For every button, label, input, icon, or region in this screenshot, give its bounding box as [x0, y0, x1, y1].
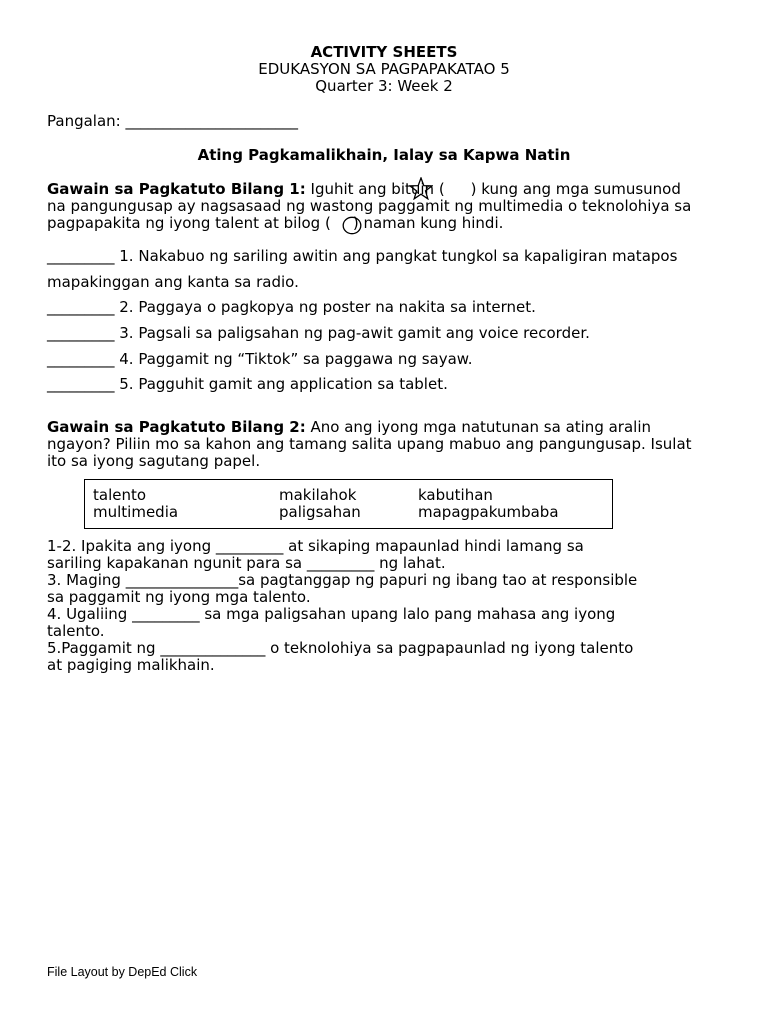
activity1-line1: [47, 180, 681, 198]
activity1-line2: na pangungusap ay nagsasaad ng wastong paggamit ng multimedia o teknolohiya sa: [47, 197, 692, 215]
word-option: kabutihan: [418, 486, 493, 504]
activity1-text-a: Iguhit ang bituin (: [310, 180, 445, 198]
activity1-item-4: _________ 4. Paggamit ng “Tiktok” sa paggawa ng sayaw.: [47, 350, 473, 368]
sentence-3: 3. Maging _______________sa pagtanggap ng papuri ng ibang tao at responsible: [47, 571, 638, 589]
activity1-item-1: _________ 1. Nakabuo ng sariling awitin ang pangkat tungkol sa kapaligiran matapos: [47, 247, 678, 265]
activity1-item-5: _________ 5. Pagguhit gamit ang application sa tablet.: [47, 375, 448, 393]
sheet-period: Quarter 3: Week 2: [315, 77, 453, 95]
sheet-title: ACTIVITY SHEETS: [310, 43, 458, 61]
activity2-line2: ngayon? Piliin mo sa kahon ang tamang salita upang mabuo ang pangungusap. Isulat: [47, 435, 692, 453]
word-option: paligsahan: [279, 503, 361, 521]
sentence-5-cont: at pagiging malikhain.: [47, 656, 215, 674]
sentence-1-2: 1-2. Ipakita ang iyong _________ at sikaping mapaunlad hindi lamang sa: [47, 537, 584, 555]
sentence-4: 4. Ugaliing _________ sa mga paligsahan upang lalo pang mahasa ang iyong: [47, 605, 616, 623]
activity1-item-1-cont: mapakinggan ang kanta sa radio.: [47, 273, 299, 291]
activity1-line3-b: ) naman kung hindi.: [352, 214, 504, 232]
word-option: multimedia: [93, 503, 179, 521]
sentence-4-cont: talento.: [47, 622, 105, 640]
word-option: talento: [93, 486, 147, 504]
sentence-5: 5.Paggamit ng ______________ o teknolohiya sa pagpapaunlad ng iyong talento: [47, 639, 634, 657]
activity1-item-2: _________ 2. Paggaya o pagkopya ng poster na nakita sa internet.: [47, 298, 536, 316]
activity1-line3-a: pagpapakita ng iyong talent at bilog (: [47, 214, 331, 232]
activity2-line3: ito sa iyong sagutang papel.: [47, 452, 261, 470]
activity1-text-b: ) kung ang mga sumusunod: [470, 180, 681, 198]
lesson-title: Ating Pagkamalikhain, Ialay sa Kapwa Natin: [197, 146, 571, 164]
activity1-line3: [47, 214, 503, 232]
circle-icon: [342, 216, 362, 235]
sentence-3-cont: sa paggamit ng iyong mga talento.: [47, 588, 311, 606]
name-field-label: Pangalan: _______________________: [47, 112, 298, 130]
sentence-1-2-cont: sariling kapakanan ngunit para sa _________ ng lahat.: [47, 554, 446, 572]
activity2-line1: [47, 418, 651, 436]
word-box: [84, 479, 613, 529]
word-option: mapagpakumbaba: [418, 503, 559, 521]
activity1-label: Gawain sa Pagkatuto Bilang 1:: [47, 180, 306, 198]
footer-credit: File Layout by DepEd Click: [47, 965, 198, 979]
sheet-subject: EDUKASYON SA PAGPAPAKATAO 5: [258, 60, 510, 78]
activity2-label: Gawain sa Pagkatuto Bilang 2:: [47, 418, 306, 436]
word-option: makilahok: [279, 486, 357, 504]
activity1-item-3: _________ 3. Pagsali sa paligsahan ng pag-awit gamit ang voice recorder.: [47, 324, 590, 342]
activity2-text: Ano ang iyong mga natutunan sa ating aralin: [310, 418, 651, 436]
